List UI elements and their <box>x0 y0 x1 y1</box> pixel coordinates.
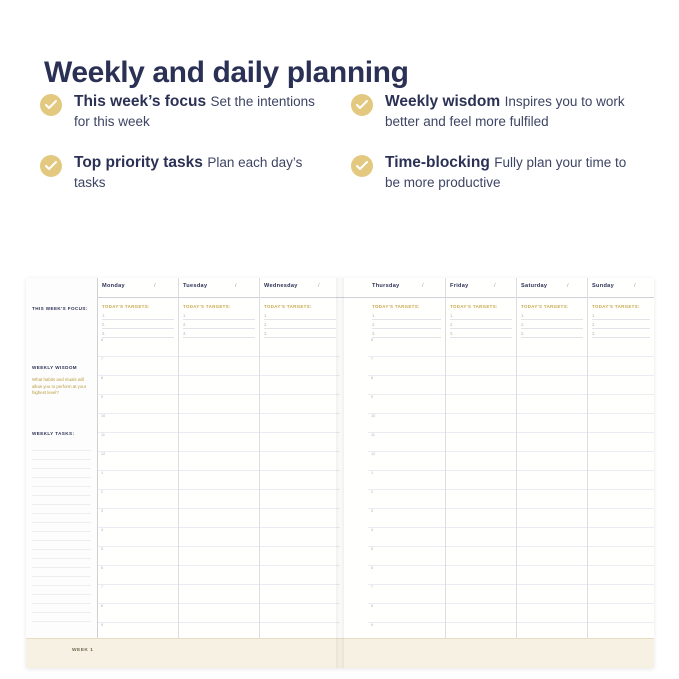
feature-item-top-priority-tasks <box>40 153 329 192</box>
hour-grid <box>260 338 340 650</box>
check-icon <box>40 94 62 116</box>
feature-description: Plan each day’s tasks <box>74 155 303 190</box>
day-date-slash: / <box>422 283 424 289</box>
planner-sidebar <box>26 278 98 668</box>
check-icon <box>40 155 62 177</box>
target-row: 1. <box>450 311 512 320</box>
day-name: Friday <box>450 283 469 289</box>
targets-label: TODAY'S TARGETS: <box>521 304 569 309</box>
feature-description: Fully plan your time to be more productive <box>385 155 627 190</box>
hour-grid <box>517 338 587 650</box>
target-row: 2. <box>592 320 650 329</box>
target-row: 1. <box>592 311 650 320</box>
feature-list <box>40 92 640 192</box>
target-row: 3. <box>592 329 650 338</box>
hour-grid: 6 7 8 9 10 11 12 1 2 3 4 5 6 7 8 9 <box>98 338 178 650</box>
sidebar-wisdom-label: WEEKLY WISDOM <box>32 365 78 370</box>
footer-band-right <box>340 638 654 668</box>
targets-lines <box>450 311 512 338</box>
target-row: 2. <box>521 320 583 329</box>
day-name: Sunday <box>592 283 615 289</box>
day-name: Thursday <box>372 283 400 289</box>
target-row: 1. <box>521 311 583 320</box>
day-column-saturday <box>517 278 588 668</box>
sidebar-tasks-label: WEEKLY TASKS: <box>32 431 75 436</box>
day-column-friday <box>446 278 517 668</box>
target-row: 1. <box>102 311 174 320</box>
target-row: 3. <box>450 329 512 338</box>
target-row: 2. <box>372 320 441 329</box>
feature-description: Set the intentions for this week <box>74 94 315 129</box>
target-row: 3. <box>102 329 174 338</box>
day-date-slash: / <box>494 283 496 289</box>
page-title: Weekly and daily planning <box>44 56 409 90</box>
hour-grid <box>179 338 259 650</box>
day-name: Monday <box>102 283 125 289</box>
day-column-thursday <box>368 278 446 668</box>
feature-title: Weekly wisdom <box>385 93 501 110</box>
check-icon <box>351 94 373 116</box>
day-date-slash: / <box>235 283 237 289</box>
target-row: 2. <box>450 320 512 329</box>
planner-right-page <box>340 278 654 668</box>
feature-title: Top priority tasks <box>74 154 203 172</box>
planner-spread-image <box>26 278 654 668</box>
book-gutter-shadow <box>336 278 344 668</box>
feature-description: Inspires you to work better and feel more fulfiled <box>385 94 625 129</box>
targets-label: TODAY'S TARGETS: <box>102 304 150 309</box>
targets-lines <box>372 311 441 338</box>
sidebar-wisdom-quote: What habits and rituals will allow you to perform at your highest level? <box>32 377 87 396</box>
targets-lines <box>592 311 650 338</box>
target-row: 3. <box>183 329 255 338</box>
feature-title: Time-blocking <box>385 154 490 172</box>
sidebar-focus-label: THIS WEEK'S FOCUS: <box>32 306 88 311</box>
target-row: 3. <box>521 329 583 338</box>
feature-item-weekly-wisdom <box>351 92 640 131</box>
day-column-monday <box>98 278 179 668</box>
targets-label: TODAY'S TARGETS: <box>372 304 420 309</box>
targets-lines <box>521 311 583 338</box>
day-date-slash: / <box>318 283 320 289</box>
feature-title: This week’s focus <box>74 93 207 110</box>
targets-label: TODAY'S TARGETS: <box>264 304 312 309</box>
day-column-tuesday <box>179 278 260 668</box>
day-date-slash: / <box>567 283 569 289</box>
day-name: Saturday <box>521 283 548 289</box>
week-label: WEEK 1 <box>72 648 94 653</box>
hour-grid <box>588 338 654 650</box>
check-icon <box>351 155 373 177</box>
target-row: 3. <box>264 329 336 338</box>
planner-left-page <box>26 278 340 668</box>
target-row: 1. <box>372 311 441 320</box>
sidebar-task-lines <box>32 442 91 622</box>
targets-lines <box>102 311 174 338</box>
target-row: 1. <box>264 311 336 320</box>
day-date-slash: / <box>634 283 636 289</box>
day-name: Wednesday <box>264 283 298 289</box>
hour-grid: 6 7 8 9 10 11 12 1 2 3 4 5 6 7 8 9 <box>368 338 445 650</box>
target-row: 1. <box>183 311 255 320</box>
footer-band-left <box>26 638 340 668</box>
day-column-wednesday <box>260 278 340 668</box>
targets-lines <box>264 311 336 338</box>
targets-label: TODAY'S TARGETS: <box>592 304 640 309</box>
hour-grid <box>446 338 516 650</box>
targets-label: TODAY'S TARGETS: <box>183 304 231 309</box>
day-date-slash: / <box>154 283 156 289</box>
target-row: 2. <box>264 320 336 329</box>
target-row: 2. <box>183 320 255 329</box>
feature-item-this-weeks-focus <box>40 92 329 131</box>
day-name: Tuesday <box>183 283 208 289</box>
target-row: 3. <box>372 329 441 338</box>
targets-lines <box>183 311 255 338</box>
target-row: 2. <box>102 320 174 329</box>
day-column-sunday <box>588 278 654 668</box>
targets-label: TODAY'S TARGETS: <box>450 304 498 309</box>
feature-item-time-blocking <box>351 153 640 192</box>
